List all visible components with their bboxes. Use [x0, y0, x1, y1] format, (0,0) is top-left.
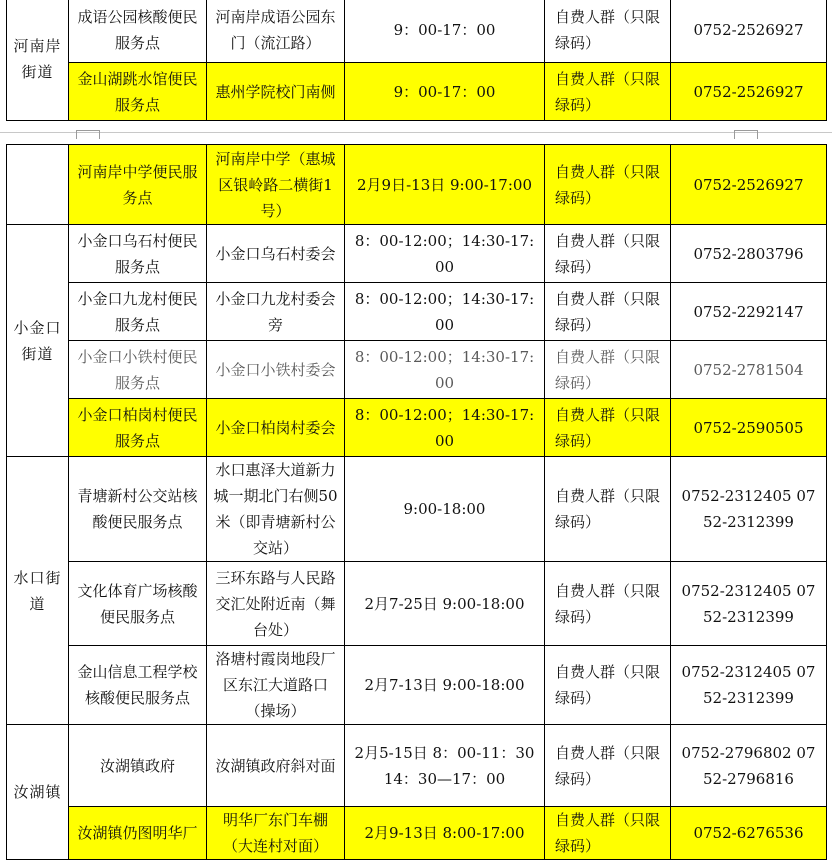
table-row [7, 63, 827, 121]
target-group-cell: 自费人群（只限绿码） [545, 225, 671, 283]
table-row [7, 145, 827, 225]
phone-cell: 0752-2312405 0752-2312399 [671, 646, 827, 725]
address-cell: 小金口柏岗村委会 [207, 399, 345, 457]
hours-cell: 8：00-12:00；14:30-17:00 [345, 225, 545, 283]
page-break [0, 126, 832, 140]
address-cell: 河南岸成语公园东门（流江路） [207, 0, 345, 63]
target-group-cell: 自费人群（只限绿码） [545, 145, 671, 225]
phone-cell: 0752-2312405 0752-2312399 [671, 562, 827, 646]
table-row [7, 646, 827, 725]
site-name-cell: 青塘新村公交站核酸便民服务点 [69, 457, 207, 562]
address-cell: 小金口九龙村委会旁 [207, 283, 345, 341]
hours-cell: 8：00-12:00；14:30-17:00 [345, 399, 545, 457]
hours-cell: 2月9日-13日 9:00-17:00 [345, 145, 545, 225]
site-name-cell: 成语公园核酸便民服务点 [69, 0, 207, 63]
site-name-cell: 河南岸中学便民服务点 [69, 145, 207, 225]
address-cell: 惠州学院校门南侧 [207, 63, 345, 121]
phone-cell: 0752-6276536 [671, 807, 827, 860]
phone-cell: 0752-2590505 [671, 399, 827, 457]
table-page-2 [6, 144, 827, 860]
address-cell: 水口惠泽大道新力城一期北门右侧50米（即青塘新村公交站） [207, 457, 345, 562]
table-row [7, 0, 827, 63]
site-name-cell: 汝湖镇仍图明华厂 [69, 807, 207, 860]
hours-cell: 8：00-12:00；14:30-17:00 [345, 341, 545, 399]
district-cell: 河南岸街道 [7, 0, 69, 121]
target-group-cell: 自费人群（只限绿码） [545, 725, 671, 807]
address-cell: 河南岸中学（惠城区银岭路二横街1号） [207, 145, 345, 225]
phone-cell: 0752-2796802 0752-2796816 [671, 725, 827, 807]
address-cell: 洛塘村霞岗地段厂区东江大道路口（操场） [207, 646, 345, 725]
table-row [7, 225, 827, 283]
table-page-1 [6, 0, 827, 121]
table-row [7, 341, 827, 399]
site-name-cell: 金山信息工程学校核酸便民服务点 [69, 646, 207, 725]
site-name-cell: 小金口小铁村便民服务点 [69, 341, 207, 399]
target-group-cell: 自费人群（只限绿码） [545, 807, 671, 860]
phone-cell: 0752-2803796 [671, 225, 827, 283]
hours-cell: 9：00-17：00 [345, 63, 545, 121]
address-cell: 小金口小铁村委会 [207, 341, 345, 399]
hours-cell: 8：00-12:00；14:30-17:00 [345, 283, 545, 341]
table-row [7, 457, 827, 562]
table-row [7, 807, 827, 860]
hours-cell: 2月7-13日 9:00-18:00 [345, 646, 545, 725]
target-group-cell: 自费人群（只限绿码） [545, 341, 671, 399]
table-row [7, 725, 827, 807]
address-cell: 汝湖镇政府斜对面 [207, 725, 345, 807]
target-group-cell: 自费人群（只限绿码） [545, 0, 671, 63]
target-group-cell: 自费人群（只限绿码） [545, 399, 671, 457]
hours-cell: 2月7-25日 9:00-18:00 [345, 562, 545, 646]
site-name-cell: 小金口九龙村便民服务点 [69, 283, 207, 341]
target-group-cell: 自费人群（只限绿码） [545, 562, 671, 646]
phone-cell: 0752-2292147 [671, 283, 827, 341]
table-row [7, 399, 827, 457]
address-cell: 三环东路与人民路交汇处附近南（舞台处） [207, 562, 345, 646]
page-break-line [0, 132, 832, 133]
hours-cell: 2月9-13日 8:00-17:00 [345, 807, 545, 860]
target-group-cell: 自费人群（只限绿码） [545, 646, 671, 725]
hours-cell: 9：00-17：00 [345, 0, 545, 63]
site-name-cell: 汝湖镇政府 [69, 725, 207, 807]
site-name-cell: 文化体育广场核酸便民服务点 [69, 562, 207, 646]
phone-cell: 0752-2312405 0752-2312399 [671, 457, 827, 562]
address-cell: 小金口乌石村委会 [207, 225, 345, 283]
corner-mark-right [734, 130, 758, 139]
corner-mark-left [76, 130, 100, 139]
district-cell: 水口街道 [7, 457, 69, 725]
hours-cell: 2月5-15日 8：00-11：30 14：30—17：00 [345, 725, 545, 807]
phone-cell: 0752-2526927 [671, 63, 827, 121]
phone-cell: 0752-2781504 [671, 341, 827, 399]
site-name-cell: 金山湖跳水馆便民服务点 [69, 63, 207, 121]
target-group-cell: 自费人群（只限绿码） [545, 457, 671, 562]
site-name-cell: 小金口乌石村便民服务点 [69, 225, 207, 283]
hours-cell: 9:00-18:00 [345, 457, 545, 562]
district-cell: 汝湖镇 [7, 725, 69, 860]
site-name-cell: 小金口柏岗村便民服务点 [69, 399, 207, 457]
phone-cell: 0752-2526927 [671, 0, 827, 63]
target-group-cell: 自费人群（只限绿码） [545, 63, 671, 121]
address-cell: 明华厂东门车棚（大连村对面） [207, 807, 345, 860]
target-group-cell: 自费人群（只限绿码） [545, 283, 671, 341]
district-cell: 小金口街道 [7, 225, 69, 457]
table-row [7, 283, 827, 341]
phone-cell: 0752-2526927 [671, 145, 827, 225]
district-cell [7, 145, 69, 225]
table-row [7, 562, 827, 646]
